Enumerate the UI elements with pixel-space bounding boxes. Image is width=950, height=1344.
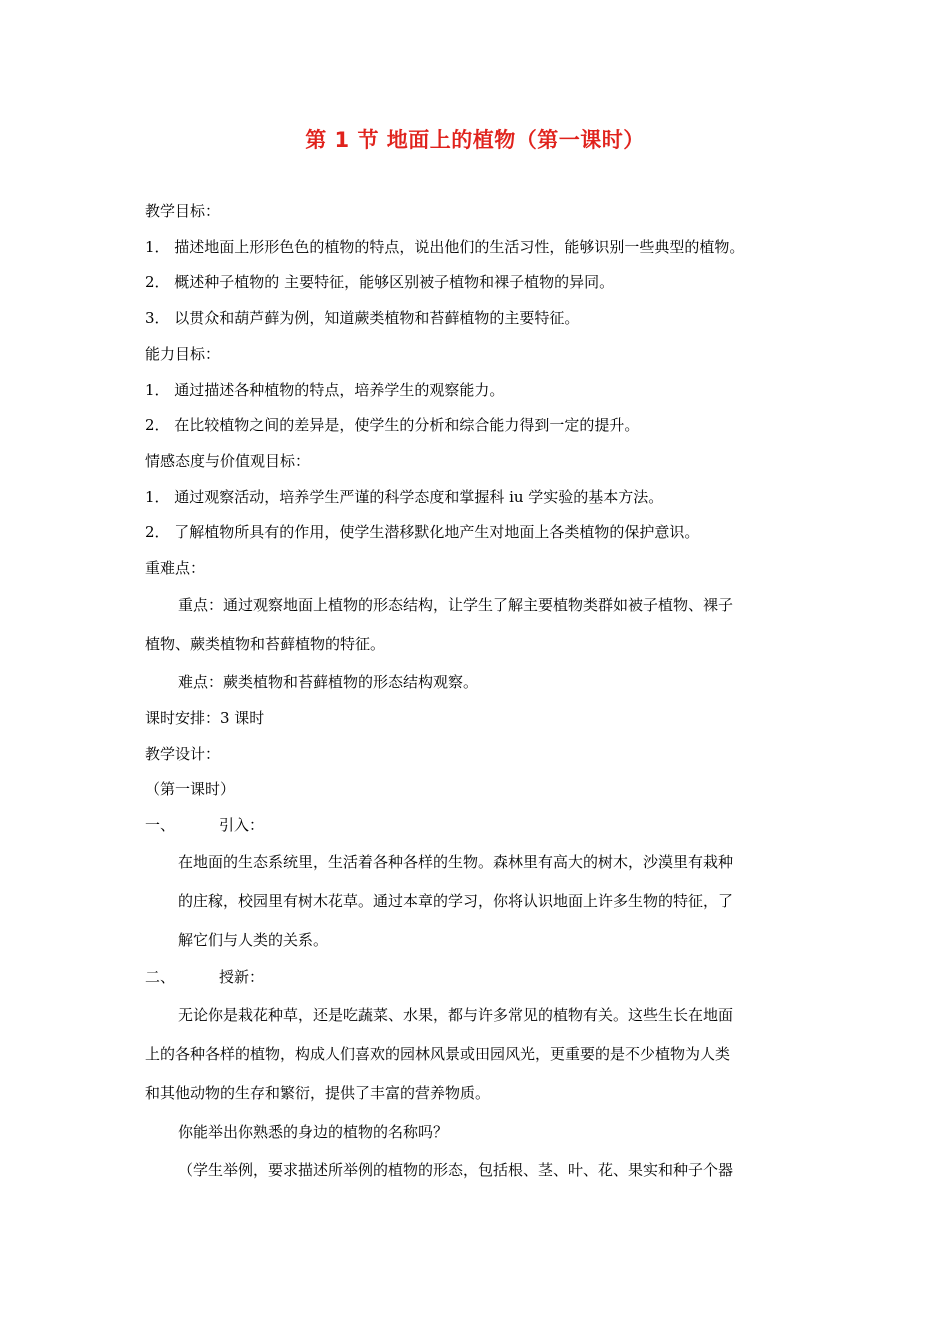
key-points-heading: 重难点： [145, 559, 206, 577]
section-2-heading [145, 967, 264, 987]
key-point-line-2: 植物、蕨类植物和苔藓植物的特征。 [145, 635, 386, 653]
page-title: 第 1 节 地面上的植物（第一课时） [305, 128, 645, 152]
ability-goal-1: 1． 通过描述各种植物的特点，培养学生的观察能力。 [145, 381, 505, 399]
section-2-number: 二、 [145, 968, 176, 986]
section-1-line-3: 解它们与人类的关系。 [178, 931, 329, 949]
emotion-goal-1: 1． 通过观察活动，培养学生严谨的科学态度和掌握科 iu 学实验的基本方法。 [145, 488, 664, 506]
section-2-line-3: 和其他动物的生存和繁衍，提供了丰富的营养物质。 [145, 1084, 491, 1102]
section-1-line-2: 的庄稼，校园里有树木花草。通过本章的学习，你将认识地面上许多生物的特征，了 [178, 892, 734, 910]
design-heading: 教学设计： [145, 745, 221, 763]
section-1-heading [145, 815, 264, 835]
section-1-number: 一、 [145, 816, 176, 834]
schedule: 课时安排：3 课时 [145, 709, 265, 727]
teaching-goal-3: 3． 以贯众和葫芦藓为例，知道蕨类植物和苔藓植物的主要特征。 [145, 309, 580, 327]
teaching-goal-1: 1． 描述地面上形形色色的植物的特点，说出他们的生活习性，能够识别一些典型的植物。 [145, 238, 745, 256]
section-2-line-5: （学生举例，要求描述所举例的植物的形态，包括根、茎、叶、花、果实和种子个器 [178, 1161, 734, 1179]
teaching-goal-2: 2． 概述种子植物的 主要特征，能够区别被子植物和裸子植物的异同。 [145, 273, 615, 291]
difficult-point: 难点：蕨类植物和苔藓植物的形态结构观察。 [178, 673, 479, 691]
section-2-line-4: 你能举出你熟悉的身边的植物的名称吗？ [178, 1123, 449, 1141]
lesson-label: （第一课时） [145, 780, 236, 798]
ability-goal-2: 2． 在比较植物之间的差异是，使学生的分析和综合能力得到一定的提升。 [145, 416, 640, 434]
key-point-line-1: 重点：通过观察地面上植物的形态结构，让学生了解主要植物类群如被子植物、裸子 [178, 596, 734, 614]
section-2-title: 授新： [219, 968, 265, 986]
ability-goals-heading: 能力目标： [145, 345, 221, 363]
section-1-line-1: 在地面的生态系统里，生活着各种各样的生物。森林里有高大的树木，沙漠里有栽种 [178, 853, 734, 871]
section-2-line-1: 无论你是栽花种草，还是吃蔬菜、水果，都与许多常见的植物有关。这些生长在地面 [178, 1006, 734, 1024]
section-1-title: 引入： [219, 816, 265, 834]
emotion-goal-2: 2． 了解植物所具有的作用，使学生潜移默化地产生对地面上各类植物的保护意识。 [145, 523, 700, 541]
section-2-line-2: 上的各种各样的植物，构成人们喜欢的园林风景或田园风光，更重要的是不少植物为人类 [145, 1045, 731, 1063]
teaching-goals-heading: 教学目标： [145, 202, 221, 220]
emotion-goals-heading: 情感态度与价值观目标： [145, 452, 311, 470]
